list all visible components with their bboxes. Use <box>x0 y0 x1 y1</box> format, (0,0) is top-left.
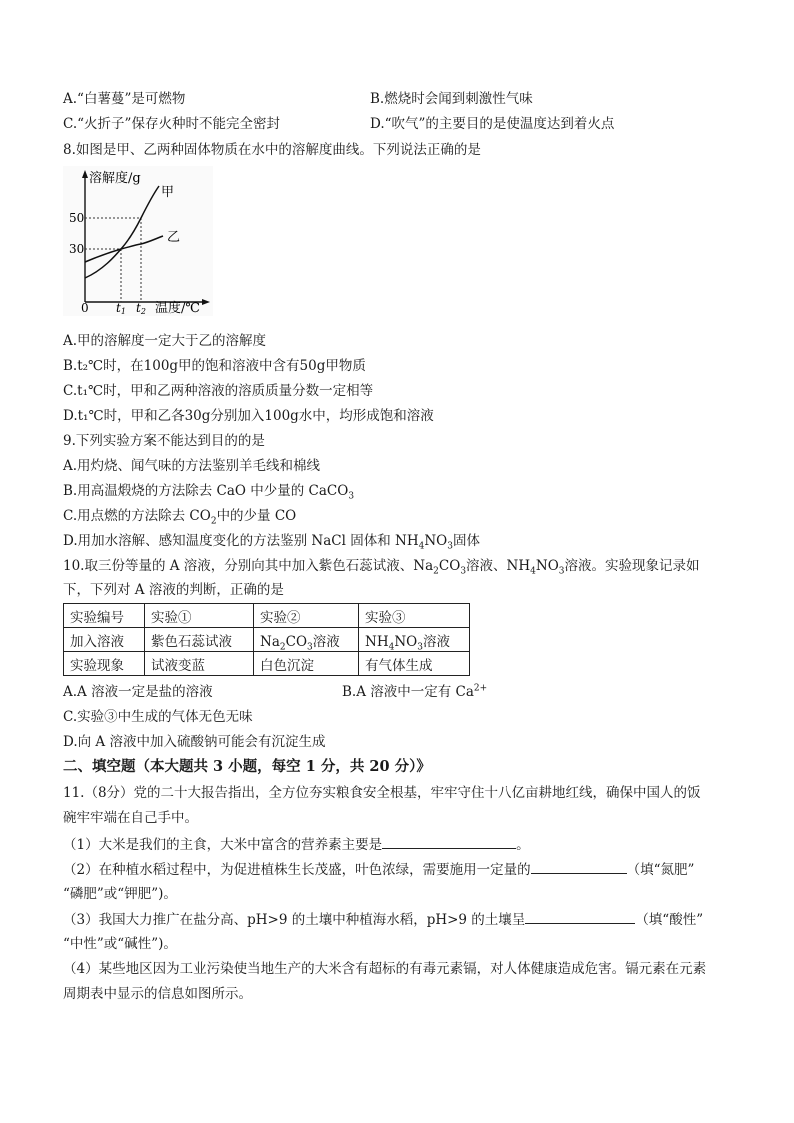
q11-part4-line1: （4）某些地区因为工业污染使当地生产的大米含有超标的有毒元素镉，对人体健康造成危害。镉元素在元素 <box>63 961 707 977</box>
table-cell: 实验现象 <box>64 652 145 676</box>
table-row <box>64 604 470 628</box>
y-tick-30: 30 <box>69 242 85 256</box>
solubility-chart <box>63 166 213 316</box>
q11-stem-line2: 碗牢牢端在自己手中。 <box>63 810 198 826</box>
table-cell: 实验③ <box>359 604 470 628</box>
q10-option-b: B.A 溶液中一定有 $Ca^{2+}$ <box>342 683 488 700</box>
q8-stem: 8.如图是甲、乙两种固体物质在水中的溶解度曲线。下列说法正确的是 <box>63 142 481 158</box>
q10-option-c: C.实验③中生成的气体无色无味 <box>63 709 253 725</box>
y-axis-label: 溶解度/g <box>89 171 141 186</box>
x-tick-t1: t1 <box>116 301 126 316</box>
table-cell: $NH_4NO_3$溶液 <box>359 628 470 652</box>
q7-option-b: B.燃烧时会闻到刺激性气味 <box>370 91 533 107</box>
q11-stem-line1: 11.（8分）党的二十大报告指出，全方位夯实粮食安全根基，牢牢守住十八亿亩耕地红线，确保中国人的饭 <box>63 785 701 801</box>
table-cell: 试液变蓝 <box>145 652 254 676</box>
q11-part3-line2: “中性”或“碱性”)。 <box>63 936 177 952</box>
q10-option-a: A.A 溶液一定是盐的溶液 <box>63 684 213 700</box>
table-cell: 实验① <box>145 604 254 628</box>
table-cell: 实验② <box>254 604 359 628</box>
table-cell: $Na_2CO_3$溶液 <box>254 628 359 652</box>
q11-part3: （3）我国大力推广在盐分高、pH>9 的土壤中种植海水稻，pH>9 的土壤呈 （填“酸性” <box>63 909 703 930</box>
q9-option-a: A.用灼烧、闻气味的方法鉴别羊毛线和棉线 <box>63 458 321 474</box>
q7-option-c: C.“火折子”保存火种时不能完全密封 <box>63 116 280 132</box>
table-row <box>64 652 470 676</box>
q10-stem-line1: 10.取三份等量的 A 溶液，分别向其中加入紫色石蕊试液、$Na_2CO_3$溶液、$NH_4NO_3$溶液。实验现象记录如 <box>63 558 700 577</box>
q9-option-c: C.用点燃的方法除去 $CO_2$中的少量 CO <box>63 508 297 527</box>
q9-option-b: B.用高温煅烧的方法除去 CaO 中少量的 CaCO$_3$ <box>63 483 355 502</box>
series-label-yi: 乙 <box>167 230 181 245</box>
q10-stem-line2: 下，下列对 A 溶液的判断，正确的是 <box>63 582 284 598</box>
q8-option-c: C.t₁℃时，甲和乙两种溶液的溶质质量分数一定相等 <box>63 383 374 399</box>
y-tick-50: 50 <box>69 211 85 225</box>
q7-option-a: A.“白薯蔓”是可燃物 <box>63 91 186 107</box>
answer-blank-3[interactable] <box>525 909 635 924</box>
answer-blank-2[interactable] <box>531 859 627 874</box>
table-row <box>64 628 470 652</box>
table-cell: 紫色石蕊试液 <box>145 628 254 652</box>
answer-blank-1[interactable] <box>382 834 516 849</box>
x-tick-t2: t2 <box>136 301 146 316</box>
table-cell: 有气体生成 <box>359 652 470 676</box>
q10-table <box>63 603 470 676</box>
q8-option-d: D.t₁℃时，甲和乙各30g分别加入100g水中，均形成饱和溶液 <box>63 408 434 424</box>
section-2-heading: 二、填空题（本大题共 3 小题，每空 1 分，共 20 分）》 <box>63 758 431 775</box>
q10-option-d: D.向 A 溶液中加入硫酸钠可能会有沉淀生成 <box>63 734 326 750</box>
q11-part2: （2）在种植水稻过程中，为促进植株生长茂盛，叶色浓绿，需要施用一定量的 （填“氮肥” <box>63 859 694 880</box>
q11-part1: （1）大米是我们的主食，大米中富含的营养素主要是 。 <box>63 834 530 855</box>
q9-option-d: D.用加水溶解、感知温度变化的方法鉴别 NaCl 固体和 $NH_4NO_3$固体 <box>63 533 480 552</box>
origin-label: 0 <box>81 301 89 315</box>
table-cell: 白色沉淀 <box>254 652 359 676</box>
series-label-jia: 甲 <box>161 185 175 200</box>
table-cell: 实验编号 <box>64 604 145 628</box>
q7-option-d: D.“吹气”的主要目的是使温度达到着火点 <box>370 116 615 132</box>
q9-stem: 9.下列实验方案不能达到目的的是 <box>63 433 265 449</box>
q8-option-b: B.t₂℃时，在100g甲的饱和溶液中含有50g甲物质 <box>63 358 366 374</box>
table-cell: 加入溶液 <box>64 628 145 652</box>
q11-part4-line2: 周期表中显示的信息如图所示。 <box>63 986 252 1002</box>
q11-part2-line2: “磷肥”或“钾肥”)。 <box>63 886 177 902</box>
q8-option-a: A.甲的溶解度一定大于乙的溶解度 <box>63 333 267 349</box>
x-axis-label: 温度/℃ <box>155 301 200 316</box>
